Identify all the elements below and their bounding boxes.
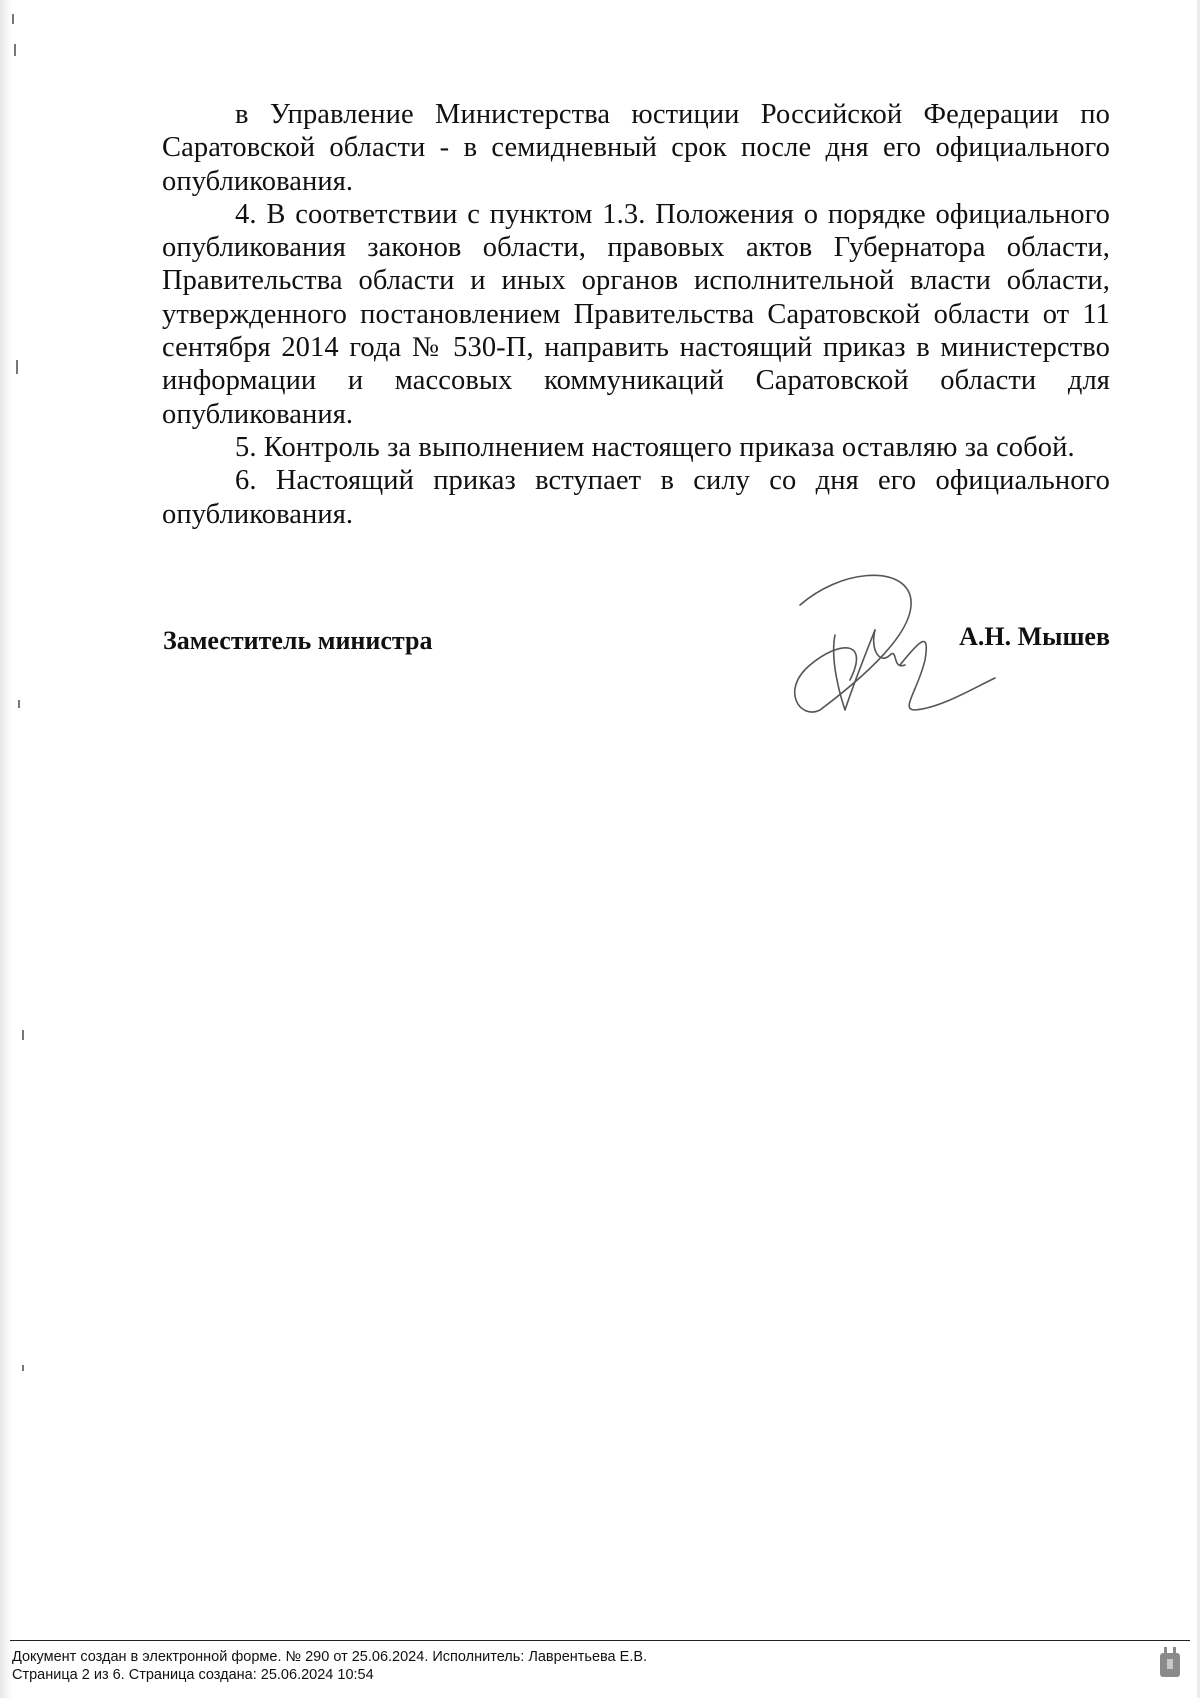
signatory-title: Заместитель министра: [163, 626, 433, 655]
footer-divider: [10, 1640, 1190, 1641]
paragraph-item-5: 5. Контроль за выполнением настоящего приказа оставляю за собой.: [235, 431, 1075, 463]
scan-speck: [16, 360, 18, 374]
scan-speck: [22, 1365, 24, 1371]
scan-speck: [12, 14, 14, 24]
scan-speck: [18, 700, 20, 708]
paragraph-continuation: в Управление Министерства юстиции Российской Федерации по Саратовской области - в семидневный срок после дня его официального опубликования.: [162, 99, 1110, 197]
document-body: [162, 98, 1110, 531]
paragraph-item-4: 4. В соответствии с пунктом 1.3. Положения о порядке официального опубликования законов области, правовых актов Губернатора области, Правительства области и иных органов исполнительной власти области, утвержденного постановлением Правительства Саратовской области от 11 сентября 2014 года № 530-П, направить настоящий приказ в министерство информации и массовых коммуникаций Саратовской области для опубликования.: [162, 198, 1110, 430]
footer-line-1: Документ создан в электронной форме. № 290 от 25.06.2024. Исполнитель: Лаврентьева Е.В.: [12, 1649, 648, 1665]
scan-speck: [14, 44, 16, 56]
footer-line-2: Страница 2 из 6. Страница создана: 25.06.2024 10:54: [12, 1667, 374, 1683]
scan-speck: [22, 1030, 24, 1040]
paragraph-item-6: 6. Настоящий приказ вступает в силу со дня его официального опубликования.: [162, 465, 1110, 530]
coat-of-arms-icon: [1158, 1645, 1182, 1679]
document-footer: [12, 1648, 647, 1684]
signatory-name: А.Н. Мышев: [959, 622, 1110, 651]
scan-left-edge: [0, 0, 12, 1698]
